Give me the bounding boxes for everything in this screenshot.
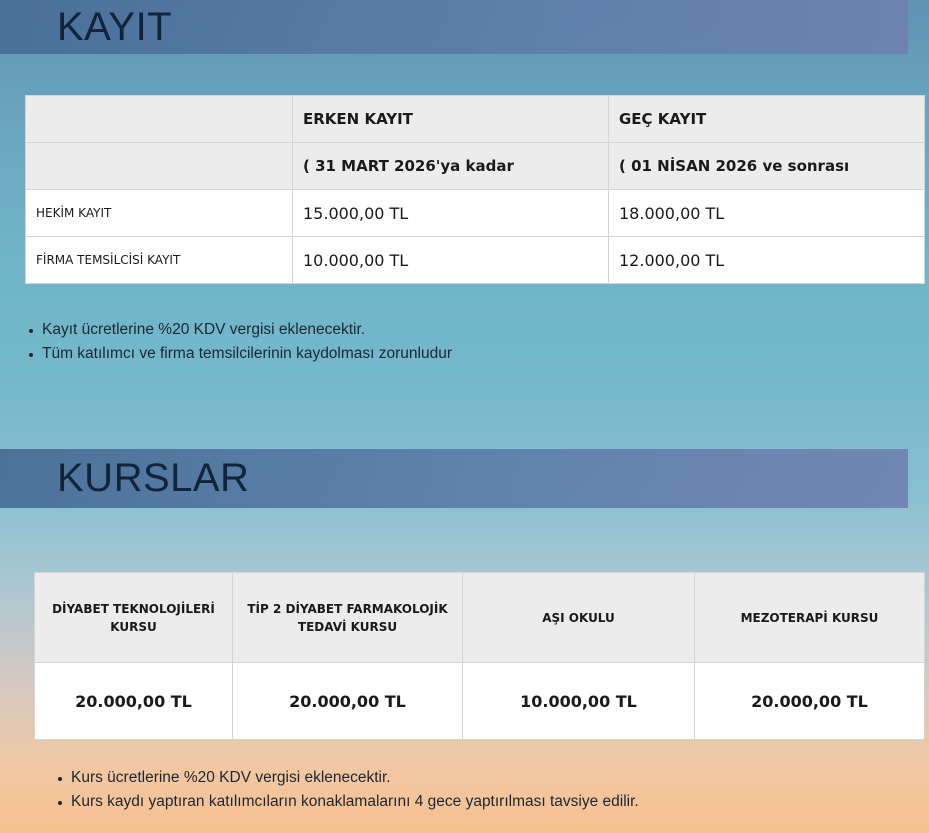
table-row — [26, 190, 925, 237]
course-price: 10.000,00 TL — [463, 663, 695, 740]
row-label: FİRMA TEMSİLCİSİ KAYIT — [26, 237, 293, 284]
course-price: 20.000,00 TL — [233, 663, 463, 740]
table-header-row — [35, 573, 925, 663]
table-row — [26, 237, 925, 284]
early-price: 10.000,00 TL — [293, 237, 609, 284]
subheader-cell-empty — [26, 143, 293, 190]
course-fee-table — [34, 572, 925, 740]
late-price: 12.000,00 TL — [609, 237, 925, 284]
kayit-section-title: KAYIT — [0, 0, 908, 54]
course-name: DİYABET TEKNOLOJİLERİ KURSU — [35, 573, 233, 663]
list-item: Tüm katılımcı ve firma temsilcilerinin kaydolması zorunludur — [28, 342, 452, 366]
early-price: 15.000,00 TL — [293, 190, 609, 237]
subheader-cell-early-date: ( 31 MART 2026'ya kadar — [293, 143, 609, 190]
header-cell-late-registration: GEÇ KAYIT — [609, 96, 925, 143]
table-header-row — [26, 96, 925, 143]
list-item: Kayıt ücretlerine %20 KDV vergisi eklenecektir. — [28, 318, 452, 342]
table-row — [35, 663, 925, 740]
course-name: MEZOTERAPİ KURSU — [695, 573, 925, 663]
list-item: Kurs kaydı yaptıran katılımcıların konaklamalarını 4 gece yaptırılması tavsiye edilir. — [57, 790, 639, 814]
kurslar-section-title: KURSLAR — [0, 449, 908, 508]
header-cell-empty — [26, 96, 293, 143]
header-cell-early-registration: ERKEN KAYIT — [293, 96, 609, 143]
table-subheader-row — [26, 143, 925, 190]
course-price: 20.000,00 TL — [695, 663, 925, 740]
late-price: 18.000,00 TL — [609, 190, 925, 237]
course-price: 20.000,00 TL — [35, 663, 233, 740]
row-label: HEKİM KAYIT — [26, 190, 293, 237]
list-item: Kurs ücretlerine %20 KDV vergisi eklenecektir. — [57, 766, 639, 790]
registration-notes-list — [28, 318, 452, 366]
subheader-cell-late-date: ( 01 NİSAN 2026 ve sonrası — [609, 143, 925, 190]
registration-fee-table — [25, 95, 925, 284]
course-name: TİP 2 DİYABET FARMAKOLOJİK TEDAVİ KURSU — [233, 573, 463, 663]
course-notes-list — [57, 766, 639, 814]
course-name: AŞI OKULU — [463, 573, 695, 663]
